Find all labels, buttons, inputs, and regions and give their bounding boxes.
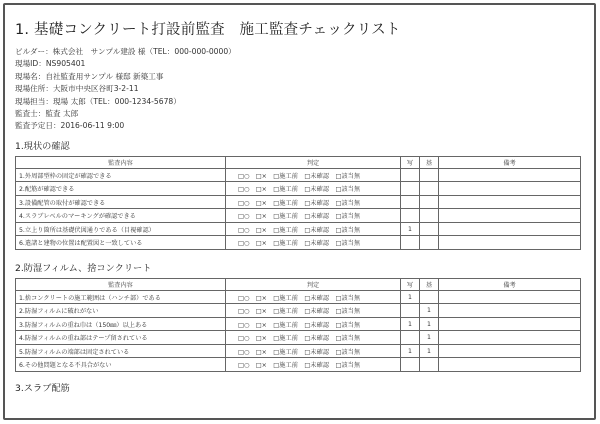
table-row: [16, 344, 581, 358]
header-basis: 基: [420, 278, 439, 290]
section-title: 1.現状の確認: [15, 140, 70, 152]
checklist-table-section-1: [15, 156, 581, 250]
basis-cell: 1: [420, 331, 439, 345]
basis-cell: [420, 290, 439, 304]
photo-cell: 1: [401, 317, 420, 331]
table-row: [16, 304, 581, 318]
checklist-document: [15, 18, 580, 398]
header-item: 監査内容: [16, 278, 226, 290]
basis-cell: 1: [420, 304, 439, 318]
photo-cell: [401, 236, 420, 250]
judgement-checkboxes[interactable]: □○ □× □施工前 □未確認 □該当無: [226, 358, 401, 372]
photo-cell: [401, 195, 420, 209]
table-row: [16, 195, 581, 209]
judgement-checkboxes[interactable]: □○ □× □施工前 □未確認 □該当無: [226, 331, 401, 345]
judgement-checkboxes[interactable]: □○ □× □施工前 □未確認 □該当無: [226, 290, 401, 304]
item-cell: 3.設備配管の取付が確認できる: [16, 195, 226, 209]
photo-cell: 1: [401, 344, 420, 358]
photo-cell: [401, 304, 420, 318]
table-row: [16, 222, 581, 236]
remarks-cell: [439, 209, 581, 223]
remarks-cell: [439, 182, 581, 196]
item-cell: 6.遣諸と建物の位置は配置図と一致している: [16, 236, 226, 250]
judgement-checkboxes[interactable]: □○ □× □施工前 □未確認 □該当無: [226, 168, 401, 182]
header-photo: 写: [401, 156, 420, 168]
judgement-checkboxes[interactable]: □○ □× □施工前 □未確認 □該当無: [226, 236, 401, 250]
table-row: [16, 236, 581, 250]
table-row: [16, 358, 581, 372]
section-title: 3.スラブ配筋: [15, 382, 70, 394]
item-cell: 3.防湿フィルムの重ね巾は（150㎜）以上ある: [16, 317, 226, 331]
item-cell: 4.スラブレベルのマーキングが確認できる: [16, 209, 226, 223]
site-manager-line: 現場担当：現場 太郎（TEL：000-1234-5678）: [15, 96, 181, 106]
judgement-checkboxes[interactable]: □○ □× □施工前 □未確認 □該当無: [226, 344, 401, 358]
item-cell: 5.立上り箇所は基礎伏図通りである（目視確認）: [16, 222, 226, 236]
site-name-line: 現場名：自社監査用サンプル 様邸 新築工事: [15, 71, 164, 81]
table-header-row: [16, 278, 581, 290]
header-remarks: 備考: [439, 278, 581, 290]
header-judgement: 判定: [226, 156, 401, 168]
checklist-table-section-2: [15, 278, 581, 372]
basis-cell: [420, 195, 439, 209]
remarks-cell: [439, 344, 581, 358]
judgement-checkboxes[interactable]: □○ □× □施工前 □未確認 □該当無: [226, 222, 401, 236]
judgement-checkboxes[interactable]: □○ □× □施工前 □未確認 □該当無: [226, 209, 401, 223]
table-row: [16, 331, 581, 345]
remarks-cell: [439, 358, 581, 372]
header-item: 監査内容: [16, 156, 226, 168]
item-cell: 6.その他問題となる不具合がない: [16, 358, 226, 372]
remarks-cell: [439, 195, 581, 209]
item-cell: 2.配筋が確認できる: [16, 182, 226, 196]
auditor-line: 監査士：監査 太郎: [15, 109, 79, 119]
remarks-cell: [439, 317, 581, 331]
header-judgement: 判定: [226, 278, 401, 290]
basis-cell: [420, 236, 439, 250]
photo-cell: 1: [401, 290, 420, 304]
basis-cell: [420, 168, 439, 182]
judgement-checkboxes[interactable]: □○ □× □施工前 □未確認 □該当無: [226, 195, 401, 209]
basis-cell: 1: [420, 317, 439, 331]
photo-cell: [401, 358, 420, 372]
photo-cell: [401, 331, 420, 345]
page-title: 1. 基礎コンクリート打設前監査 施工監査チェックリスト: [15, 22, 401, 38]
header-basis: 基: [420, 156, 439, 168]
section-title: 2.防湿フィルム、捨コンクリート: [15, 262, 152, 274]
photo-cell: [401, 168, 420, 182]
remarks-cell: [439, 222, 581, 236]
remarks-cell: [439, 331, 581, 345]
site-info: [15, 46, 580, 133]
table-row: [16, 209, 581, 223]
table-row: [16, 317, 581, 331]
item-cell: 1.外周部型枠の固定が確認できる: [16, 168, 226, 182]
audit-date-line: 監査予定日：2016-06-11 9:00: [15, 121, 125, 131]
basis-cell: [420, 222, 439, 236]
site-id-line: 現場ID：NS905401: [15, 59, 86, 69]
table-row: [16, 182, 581, 196]
header-photo: 写: [401, 278, 420, 290]
remarks-cell: [439, 304, 581, 318]
item-cell: 4.防湿フィルムの重ね部はテープ留されている: [16, 331, 226, 345]
table-row: [16, 168, 581, 182]
item-cell: 2.防湿フィルムに破れがない: [16, 304, 226, 318]
photo-cell: 1: [401, 222, 420, 236]
table-header-row: [16, 156, 581, 168]
builder-line: ビルダー：株式会社 サンプル建設 様（TEL：000-000-0000）: [15, 47, 236, 56]
photo-cell: [401, 209, 420, 223]
remarks-cell: [439, 168, 581, 182]
basis-cell: 1: [420, 344, 439, 358]
item-cell: 5.防湿フィルムの端部は固定されている: [16, 344, 226, 358]
item-cell: 1.捨コンクリートの施工範囲は（ハンチ部）である: [16, 290, 226, 304]
basis-cell: [420, 182, 439, 196]
header-remarks: 備考: [439, 156, 581, 168]
judgement-checkboxes[interactable]: □○ □× □施工前 □未確認 □該当無: [226, 317, 401, 331]
basis-cell: [420, 209, 439, 223]
site-address-line: 現場住所：大阪市中央区谷町3-2-11: [15, 84, 139, 94]
table-row: [16, 290, 581, 304]
remarks-cell: [439, 290, 581, 304]
remarks-cell: [439, 236, 581, 250]
judgement-checkboxes[interactable]: □○ □× □施工前 □未確認 □該当無: [226, 182, 401, 196]
basis-cell: [420, 358, 439, 372]
photo-cell: [401, 182, 420, 196]
judgement-checkboxes[interactable]: □○ □× □施工前 □未確認 □該当無: [226, 304, 401, 318]
